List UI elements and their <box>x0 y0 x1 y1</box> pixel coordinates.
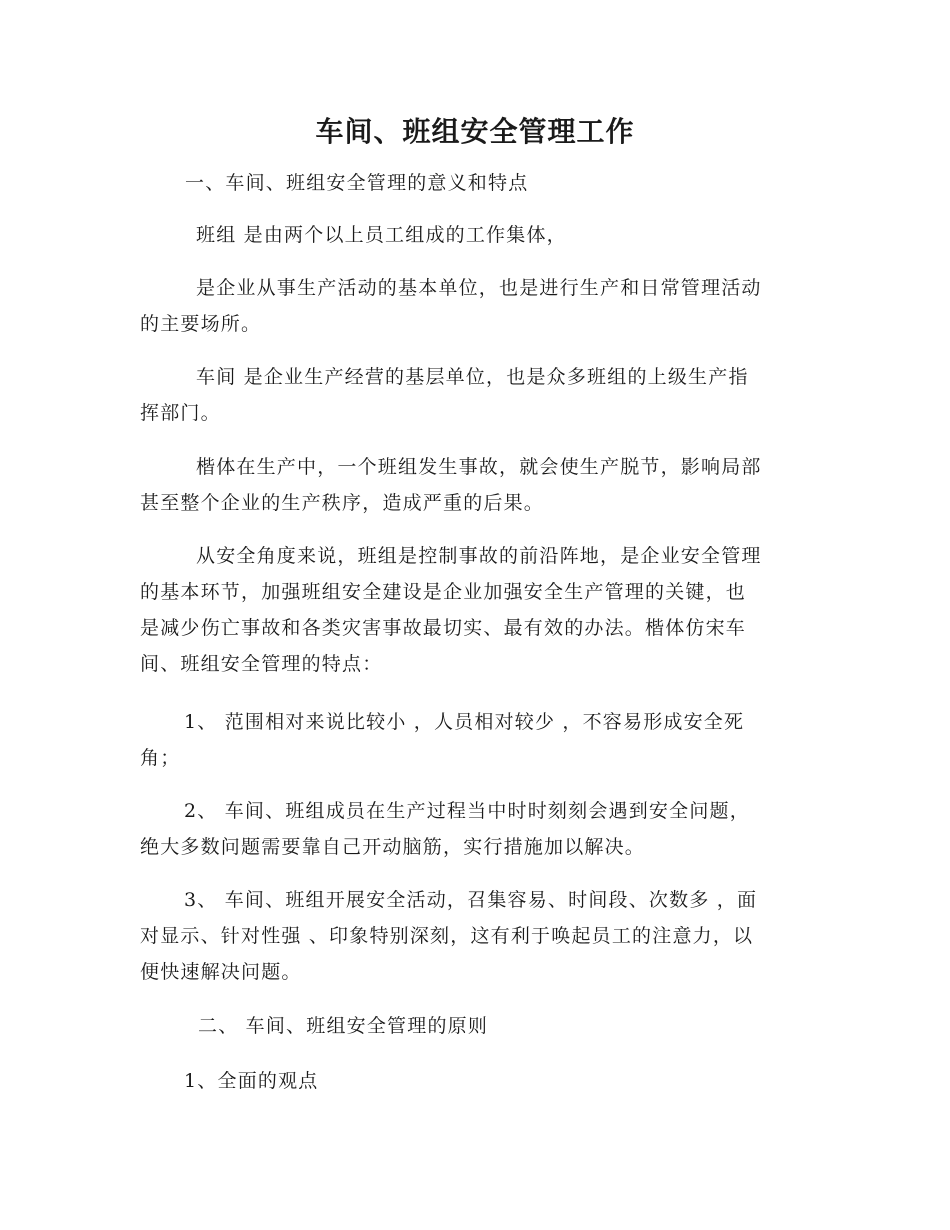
section-heading-1-text: 一、车间、班组安全管理的意义和特点 <box>185 172 529 194</box>
paragraph-5-line-3: 是减少伤亡事故和各类灾害事故最切实、最有效的办法。楷体仿宋车 <box>140 617 747 639</box>
section-heading-1 <box>140 165 810 201</box>
paragraph-2 <box>140 270 810 342</box>
list-item-2-line-2: 绝大多数问题需要靠自己开动脑筋，实行措施加以解决。 <box>140 836 646 858</box>
paragraph-3-line-2: 挥部门。 <box>140 402 221 424</box>
paragraph-1-line-1: 班组 是由两个以上员工组成的工作集体， <box>196 224 567 246</box>
list-item-2-line-1: 2、 车间、班组成员在生产过程当中时时刻刻会遇到安全问题， <box>184 800 750 822</box>
paragraph-3 <box>140 359 810 431</box>
section-heading-2 <box>140 1008 810 1044</box>
paragraph-4-line-2: 甚至整个企业的生产秩序，造成严重的后果。 <box>140 492 545 514</box>
section-heading-2-text: 二、 车间、班组安全管理的原则 <box>198 1015 489 1037</box>
paragraph-1 <box>140 217 810 253</box>
list-item-3-line-2: 对显示、针对性强 、印象特别深刻，这有利于唤起员工的注意力，以 <box>140 925 754 947</box>
list-item-3-line-3: 便快速解决问题。 <box>140 961 302 983</box>
document-title: 车间、班组安全管理工作 <box>315 115 635 148</box>
subheading-1-text: 1、全面的观点 <box>184 1070 319 1092</box>
list-item-2 <box>140 793 810 865</box>
list-item-3 <box>140 882 810 990</box>
paragraph-2-line-1: 是企业从事生产活动的基本单位，也是进行生产和日常管理活动 <box>196 277 762 299</box>
paragraph-2-line-2: 的主要场所。 <box>140 313 262 335</box>
subheading-1 <box>140 1063 810 1099</box>
paragraph-5 <box>140 538 810 682</box>
list-item-1-line-1: 1、 范围相对来说比较小 ，人员相对较少 ，不容易形成安全死 <box>184 711 745 733</box>
paragraph-4 <box>140 449 810 521</box>
paragraph-4-line-1: 楷体在生产中，一个班组发生事故，就会使生产脱节，影响局部 <box>196 456 762 478</box>
paragraph-3-line-1: 车间 是企业生产经营的基层单位，也是众多班组的上级生产指 <box>196 366 749 388</box>
list-item-1 <box>140 704 810 776</box>
paragraph-5-line-4: 间、班组安全管理的特点： <box>140 653 383 675</box>
list-item-1-line-2: 角； <box>140 747 181 769</box>
paragraph-5-line-1: 从安全角度来说，班组是控制事故的前沿阵地，是企业安全管理 <box>196 545 762 567</box>
list-item-3-line-1: 3、 车间、班组开展安全活动，召集容易、时间段、次数多 ，面 <box>184 889 758 911</box>
paragraph-5-line-2: 的基本环节，加强班组安全建设是企业加强安全生产管理的关键，也 <box>140 581 747 603</box>
